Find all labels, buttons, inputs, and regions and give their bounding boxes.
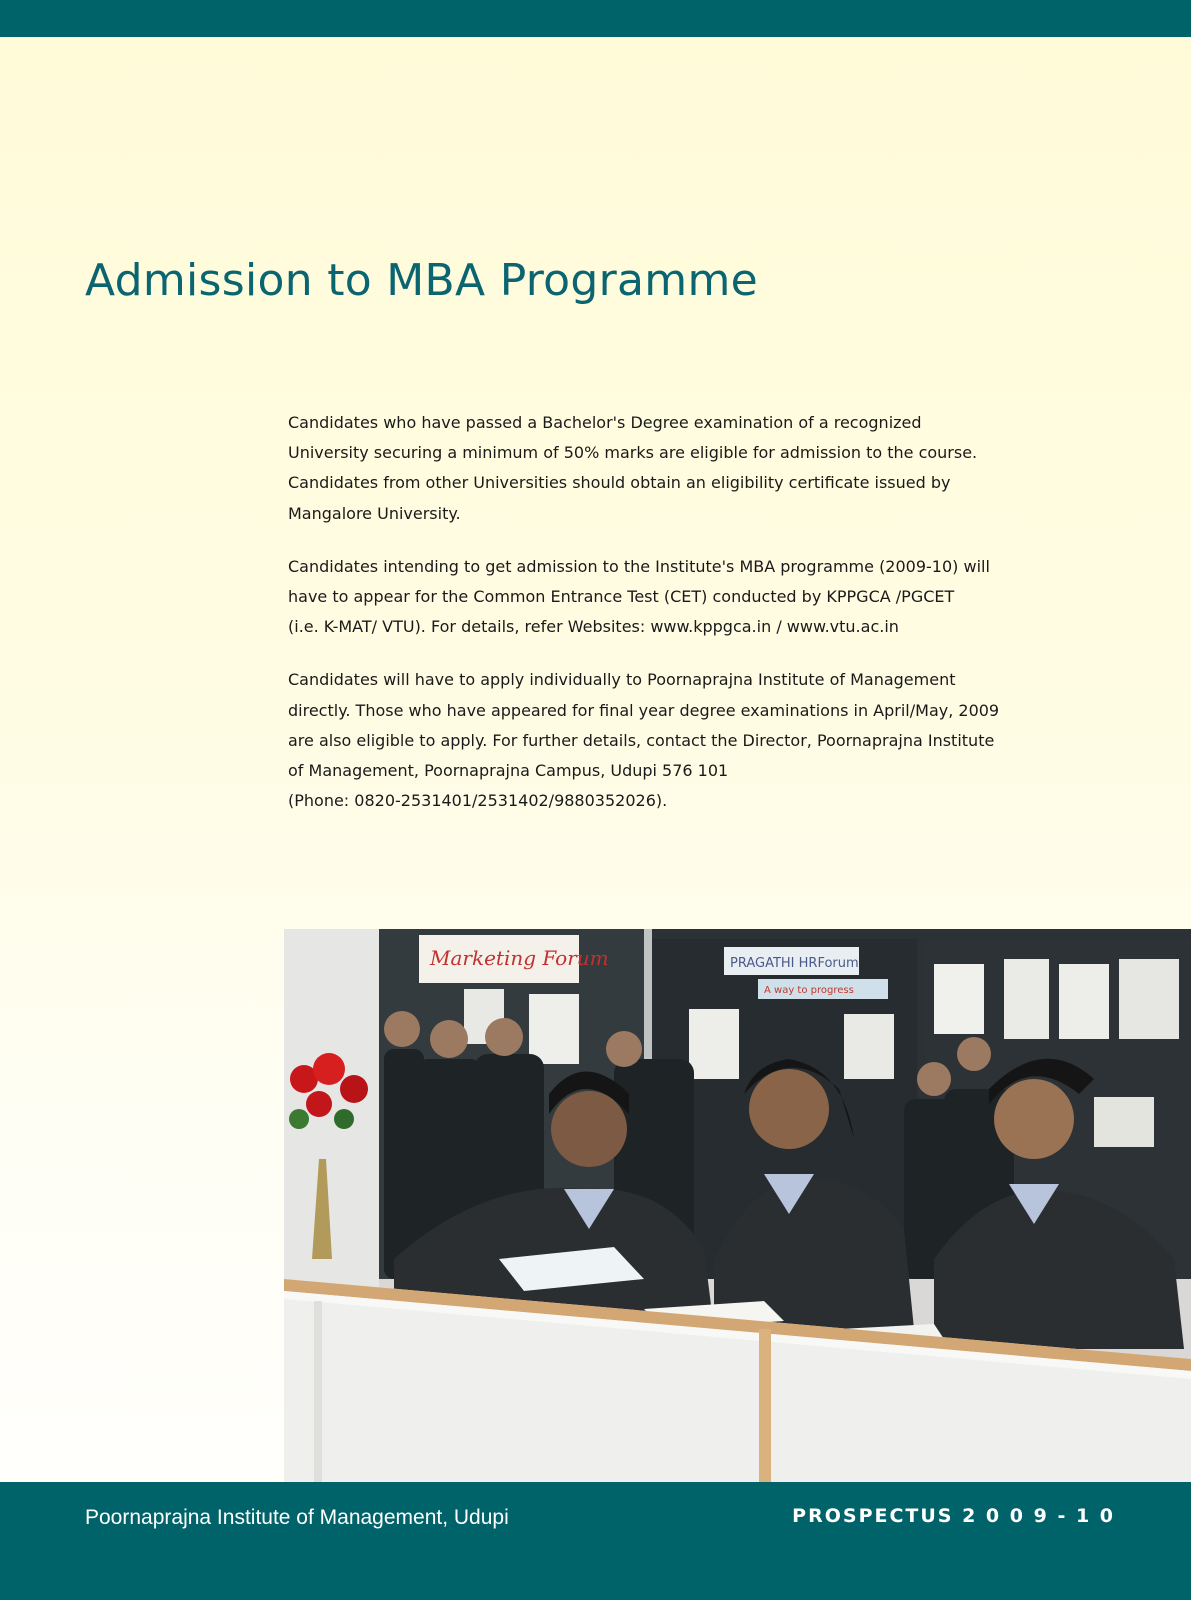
footer-prospectus-label: PROSPECTUS 2 0 0 9 - 1 0: [792, 1505, 1115, 1527]
application-paragraph: Candidates will have to apply individually to Poornaprajna Institute of Management directly. Those who have appeared for final year degree examinations in April/May, 2009 are also eligible to apply. For further details, contact the Director, Poornaprajna Institute of Management, Poornaprajna Campus, Udupi 576 101 (Phone: 0820-2531401/2531402/9880352026).: [288, 670, 1000, 811]
pragathi-sign: PRAGATHI HRForum: [730, 956, 859, 971]
eligibility-paragraph: Candidates who have passed a Bachelor's Degree examination of a recognized University securing a minimum of 50% marks are eligible for admission to the course. Candidates from other Universities should obtain an eligibility certificate issued by Mangalore University.: [288, 413, 978, 523]
page-title: Admission to MBA Programme: [85, 255, 758, 306]
marketing-forum-sign: Marketing Forum: [430, 946, 609, 970]
entrance-test-paragraph: Candidates intending to get admission to the Institute's MBA programme (2009-10) will have to appear for the Common Entrance Test (CET) conducted by KPPGCA /PGCET (i.e. K-MAT/ VTU). For details, refer Websites: www.kppgca.in / www.vtu.ac.in: [288, 556, 990, 637]
students-photo: [284, 929, 1191, 1482]
admission-text: [288, 408, 1028, 839]
footer-institute-name: Poornaprajna Institute of Management, Udupi: [85, 1506, 509, 1529]
top-banner: [0, 0, 1191, 37]
tagline-sign: A way to progress: [764, 985, 854, 996]
footer-banner: [0, 1482, 1191, 1600]
